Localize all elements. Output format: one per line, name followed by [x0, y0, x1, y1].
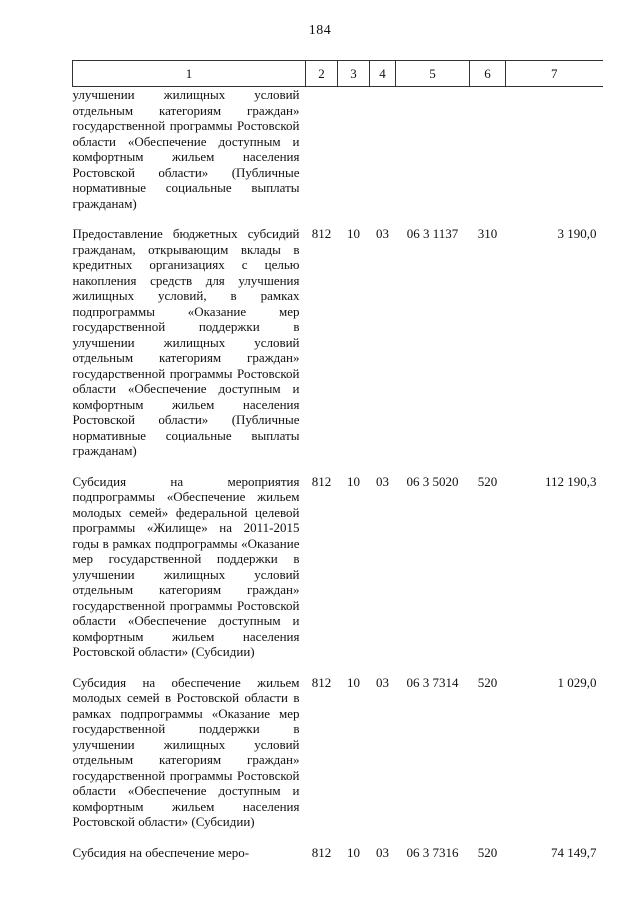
row-description: Субсидия на мероприятия подпрограммы «Обеспечение жильем молодых семей» федеральной целевой программы «Жилище» на 2011-2015 годы в рамках подпрограммы «Оказание мер государственной поддержки в улучшении жилищных условий отдельным категориям граждан» государственной программы Ростовской области «Обеспечение доступным и комфортным жильем населения Ростовской области» (Субсидии) — [72, 473, 300, 659]
row-section-code: 10 — [347, 473, 360, 489]
row-subsection-code — [370, 87, 396, 212]
row-ministry-code — [306, 87, 338, 212]
table-row — [73, 845, 603, 861]
row-target-article — [396, 87, 470, 212]
row-ministry-code: 812 — [311, 473, 332, 489]
table-row — [73, 474, 603, 660]
column-header-6: 6 — [470, 61, 506, 87]
budget-table — [72, 60, 603, 860]
row-section-code: 10 — [347, 226, 360, 241]
table-row — [73, 87, 603, 212]
row-section-code: 10 — [347, 844, 360, 860]
row-expense-type: 520 — [477, 844, 498, 860]
row-expense-type — [470, 87, 506, 212]
row-subsection-code: 03 — [376, 844, 389, 860]
row-amount: 1 029,0 — [557, 674, 597, 690]
row-amount — [506, 87, 603, 212]
row-spacer — [73, 660, 603, 675]
column-header-3: 3 — [338, 61, 370, 87]
table-header-row — [73, 61, 603, 87]
row-expense-type: 310 — [477, 226, 498, 241]
row-amount: 74 149,7 — [551, 844, 597, 860]
row-ministry-code: 812 — [311, 226, 332, 241]
table-row — [73, 675, 603, 830]
row-target-article: 06 3 7316 — [406, 844, 459, 860]
column-header-5: 5 — [396, 61, 470, 87]
row-subsection-code: 03 — [376, 473, 389, 489]
table-row — [73, 226, 603, 459]
row-spacer — [73, 459, 603, 474]
row-target-article: 06 3 5020 — [406, 473, 459, 489]
column-header-1: 1 — [73, 61, 306, 87]
row-description: улучшении жилищных условий отдельным категориям граждан» государственной программы Ростовской области «Обеспечение доступным и комфортным жильем населения Ростовской области» (Публичные нормативные социальные выплаты гражданам) — [72, 87, 300, 211]
row-subsection-code: 03 — [376, 674, 389, 690]
row-description: Субсидия на обеспечение жильем молодых семей в Ростовской области в рамках подпрограммы «Оказание мер государственной поддержки в улучшении жилищных условий отдельным категориям граждан» государственной программы Ростовской области «Обеспечение доступным и комфортным жильем населения Ростовской области» (Субсидии) — [72, 674, 300, 829]
column-header-2: 2 — [306, 61, 338, 87]
row-subsection-code: 03 — [376, 226, 389, 241]
page-number: 184 — [308, 23, 332, 38]
row-ministry-code: 812 — [311, 844, 332, 860]
row-expense-type: 520 — [477, 473, 498, 489]
row-spacer — [73, 211, 603, 226]
column-header-7: 7 — [506, 61, 603, 87]
row-description: Субсидия на обеспечение меро- — [72, 844, 250, 860]
row-section-code — [338, 87, 370, 212]
row-target-article: 06 3 1137 — [406, 226, 459, 241]
row-amount: 3 190,0 — [557, 226, 597, 241]
row-expense-type: 520 — [477, 674, 498, 690]
row-target-article: 06 3 7314 — [406, 674, 459, 690]
row-section-code: 10 — [347, 674, 360, 690]
column-header-4: 4 — [370, 61, 396, 87]
row-description: Предоставление бюджетных субсидий гражданам, открывающим вклады в кредитных организациях с целью накопления средств для улучшения жилищных условий, в рамках подпрограммы «Оказание мер государственной поддержки в улучшении жилищных условий отдельным категориям граждан» государственной программы Ростовской области «Обеспечение доступным и комфортным жильем населения Ростовской области» (Публичные нормативные социальные выплаты гражданам) — [72, 226, 300, 458]
row-amount: 112 190,3 — [544, 473, 597, 489]
row-ministry-code: 812 — [311, 674, 332, 690]
row-spacer — [73, 830, 603, 845]
